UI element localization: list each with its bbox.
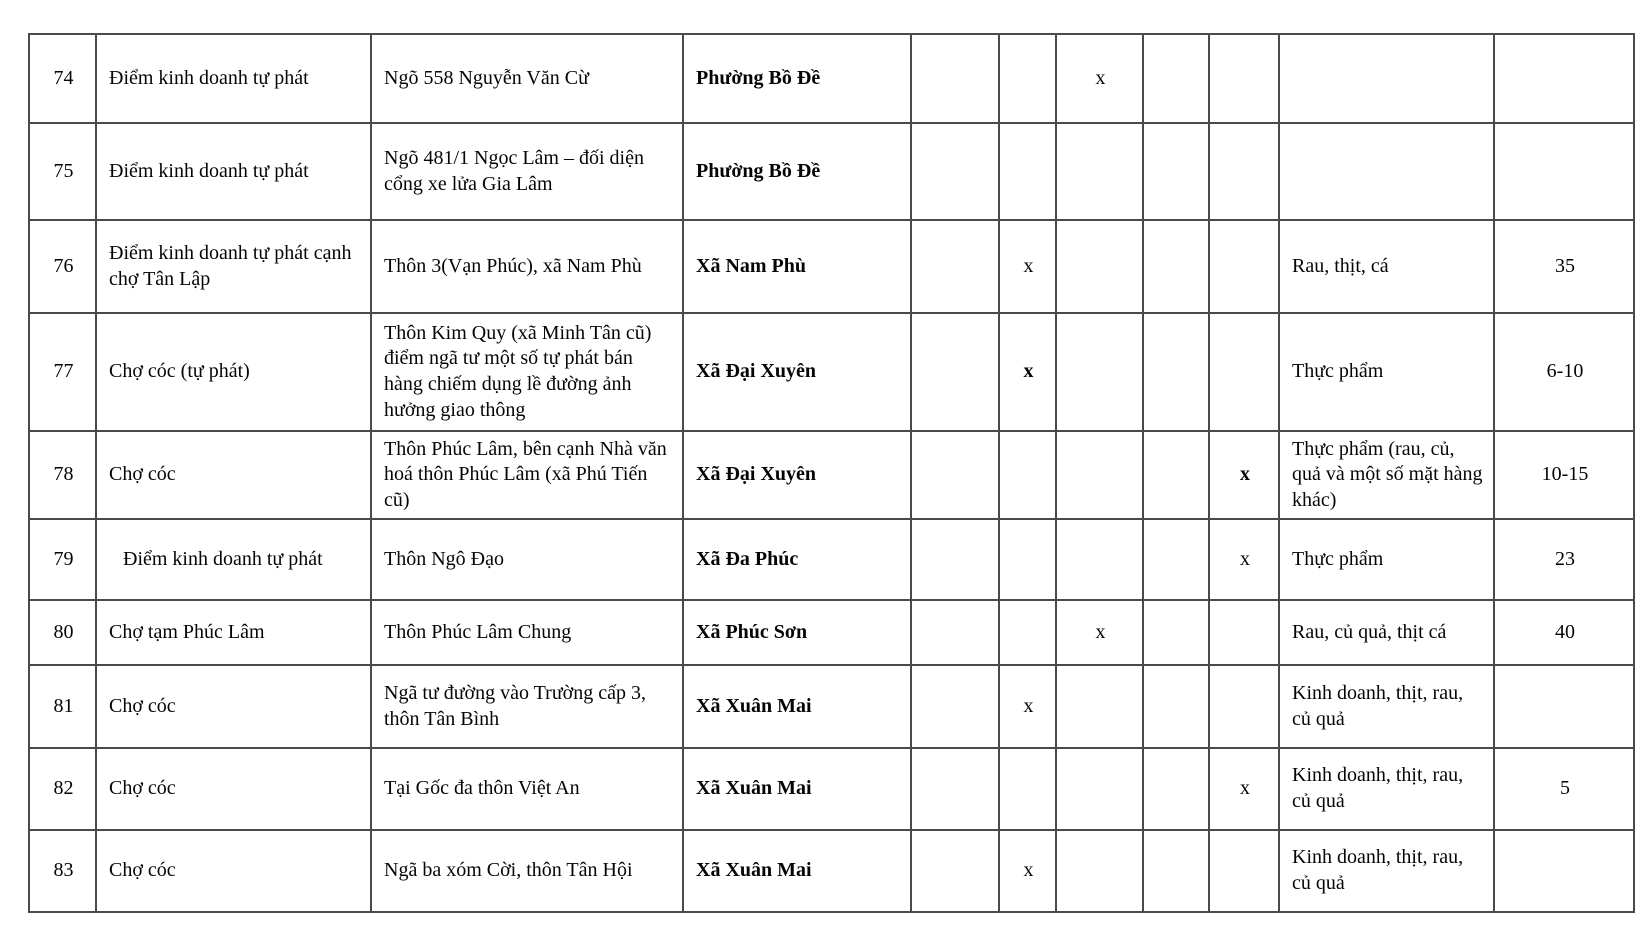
- cell-address: Thôn Phúc Lâm Chung: [371, 600, 683, 665]
- cell-row-number: 74: [29, 34, 96, 123]
- cell-mark: [999, 123, 1056, 220]
- cell-ward: Xã Xuân Mai: [683, 830, 911, 912]
- cell-mark: [1143, 665, 1209, 748]
- cell-mark: [911, 220, 999, 313]
- cell-products: [1279, 34, 1494, 123]
- cell-products: Kinh doanh, thịt, rau, củ quả: [1279, 665, 1494, 748]
- cell-count: 35: [1494, 220, 1634, 313]
- cell-count: 40: [1494, 600, 1634, 665]
- table-row: [29, 123, 1634, 220]
- cell-address: Ngõ 558 Nguyễn Văn Cừ: [371, 34, 683, 123]
- cell-market-name: Điểm kinh doanh tự phát: [96, 34, 371, 123]
- cell-mark: [911, 665, 999, 748]
- cell-products: Thực phẩm: [1279, 519, 1494, 600]
- cell-mark: [999, 34, 1056, 123]
- cell-ward: Phường Bồ Đề: [683, 34, 911, 123]
- cell-address: Ngõ 481/1 Ngọc Lâm – đối diện cổng xe lửa Gia Lâm: [371, 123, 683, 220]
- cell-mark: [1143, 431, 1209, 519]
- cell-mark: [911, 123, 999, 220]
- table-body: [29, 34, 1634, 912]
- cell-ward: Phường Bồ Đề: [683, 123, 911, 220]
- cell-mark: [1056, 123, 1143, 220]
- cell-market-name: Chợ cóc: [96, 748, 371, 830]
- cell-products: Rau, thịt, cá: [1279, 220, 1494, 313]
- cell-mark: [1143, 220, 1209, 313]
- cell-address: Thôn Phúc Lâm, bên cạnh Nhà văn hoá thôn Phúc Lâm (xã Phú Tiến cũ): [371, 431, 683, 519]
- cell-mark: x: [1209, 431, 1279, 519]
- cell-mark: [1209, 220, 1279, 313]
- cell-ward: Xã Xuân Mai: [683, 748, 911, 830]
- cell-mark: [911, 830, 999, 912]
- cell-row-number: 83: [29, 830, 96, 912]
- markets-table: [28, 33, 1635, 913]
- cell-mark: x: [999, 830, 1056, 912]
- cell-row-number: 76: [29, 220, 96, 313]
- cell-mark: [1143, 600, 1209, 665]
- cell-market-name: Điểm kinh doanh tự phát cạnh chợ Tân Lập: [96, 220, 371, 313]
- cell-address: Thôn Ngô Đạo: [371, 519, 683, 600]
- table-row: [29, 431, 1634, 519]
- cell-market-name: Chợ cóc (tự phát): [96, 313, 371, 431]
- cell-count: [1494, 34, 1634, 123]
- cell-ward: Xã Nam Phù: [683, 220, 911, 313]
- table-container: [28, 33, 1635, 913]
- cell-products: Thực phẩm (rau, củ, quả và một số mặt hàng khác): [1279, 431, 1494, 519]
- cell-mark: [911, 748, 999, 830]
- cell-mark: [1056, 665, 1143, 748]
- cell-row-number: 77: [29, 313, 96, 431]
- cell-mark: [999, 431, 1056, 519]
- cell-mark: [1209, 34, 1279, 123]
- cell-mark: x: [999, 220, 1056, 313]
- cell-ward: Xã Xuân Mai: [683, 665, 911, 748]
- cell-mark: [1056, 431, 1143, 519]
- cell-row-number: 81: [29, 665, 96, 748]
- cell-mark: [999, 748, 1056, 830]
- table-row: [29, 600, 1634, 665]
- cell-mark: [1209, 600, 1279, 665]
- cell-mark: [999, 600, 1056, 665]
- cell-market-name: Chợ tạm Phúc Lâm: [96, 600, 371, 665]
- cell-count: 10-15: [1494, 431, 1634, 519]
- cell-mark: [1143, 34, 1209, 123]
- cell-mark: [911, 600, 999, 665]
- cell-products: Thực phẩm: [1279, 313, 1494, 431]
- cell-count: [1494, 665, 1634, 748]
- cell-market-name: Chợ cóc: [96, 830, 371, 912]
- cell-mark: [1209, 665, 1279, 748]
- cell-mark: [1143, 519, 1209, 600]
- table-row: [29, 748, 1634, 830]
- cell-mark: [1056, 748, 1143, 830]
- cell-mark: x: [1209, 748, 1279, 830]
- cell-address: Thôn 3(Vạn Phúc), xã Nam Phù: [371, 220, 683, 313]
- table-row: [29, 34, 1634, 123]
- cell-row-number: 82: [29, 748, 96, 830]
- cell-mark: [1143, 748, 1209, 830]
- cell-mark: [1056, 313, 1143, 431]
- cell-mark: [1209, 123, 1279, 220]
- cell-mark: x: [1056, 600, 1143, 665]
- cell-mark: [1056, 830, 1143, 912]
- cell-mark: [1143, 313, 1209, 431]
- cell-products: [1279, 123, 1494, 220]
- table-row: [29, 665, 1634, 748]
- cell-market-name: Điểm kinh doanh tự phát: [96, 519, 371, 600]
- cell-mark: [999, 519, 1056, 600]
- cell-mark: x: [999, 665, 1056, 748]
- cell-market-name: Chợ cóc: [96, 665, 371, 748]
- cell-mark: [911, 34, 999, 123]
- cell-market-name: Chợ cóc: [96, 431, 371, 519]
- cell-address: Thôn Kim Quy (xã Minh Tân cũ) điểm ngã tư một số tự phát bán hàng chiếm dụng lề đường ảnh hưởng giao thông: [371, 313, 683, 431]
- cell-mark: [911, 431, 999, 519]
- cell-row-number: 75: [29, 123, 96, 220]
- cell-ward: Xã Phúc Sơn: [683, 600, 911, 665]
- cell-mark: [1056, 220, 1143, 313]
- cell-mark: x: [1209, 519, 1279, 600]
- cell-count: 23: [1494, 519, 1634, 600]
- cell-address: Tại Gốc đa thôn Việt An: [371, 748, 683, 830]
- cell-products: Kinh doanh, thịt, rau, củ quả: [1279, 748, 1494, 830]
- cell-mark: [1209, 313, 1279, 431]
- cell-count: 5: [1494, 748, 1634, 830]
- cell-mark: [1056, 519, 1143, 600]
- cell-mark: x: [999, 313, 1056, 431]
- cell-mark: [1143, 123, 1209, 220]
- cell-mark: [911, 519, 999, 600]
- cell-mark: [1143, 830, 1209, 912]
- cell-count: 6-10: [1494, 313, 1634, 431]
- cell-mark: x: [1056, 34, 1143, 123]
- cell-ward: Xã Đại Xuyên: [683, 431, 911, 519]
- cell-market-name: Điểm kinh doanh tự phát: [96, 123, 371, 220]
- cell-address: Ngã tư đường vào Trường cấp 3, thôn Tân Bình: [371, 665, 683, 748]
- cell-row-number: 79: [29, 519, 96, 600]
- table-row: [29, 313, 1634, 431]
- cell-row-number: 78: [29, 431, 96, 519]
- cell-mark: [911, 313, 999, 431]
- cell-products: Kinh doanh, thịt, rau, củ quả: [1279, 830, 1494, 912]
- table-row: [29, 220, 1634, 313]
- cell-count: [1494, 830, 1634, 912]
- cell-ward: Xã Đa Phúc: [683, 519, 911, 600]
- cell-mark: [1209, 830, 1279, 912]
- cell-row-number: 80: [29, 600, 96, 665]
- cell-ward: Xã Đại Xuyên: [683, 313, 911, 431]
- cell-products: Rau, củ quả, thịt cá: [1279, 600, 1494, 665]
- cell-count: [1494, 123, 1634, 220]
- table-row: [29, 830, 1634, 912]
- table-row: [29, 519, 1634, 600]
- cell-address: Ngã ba xóm Cời, thôn Tân Hội: [371, 830, 683, 912]
